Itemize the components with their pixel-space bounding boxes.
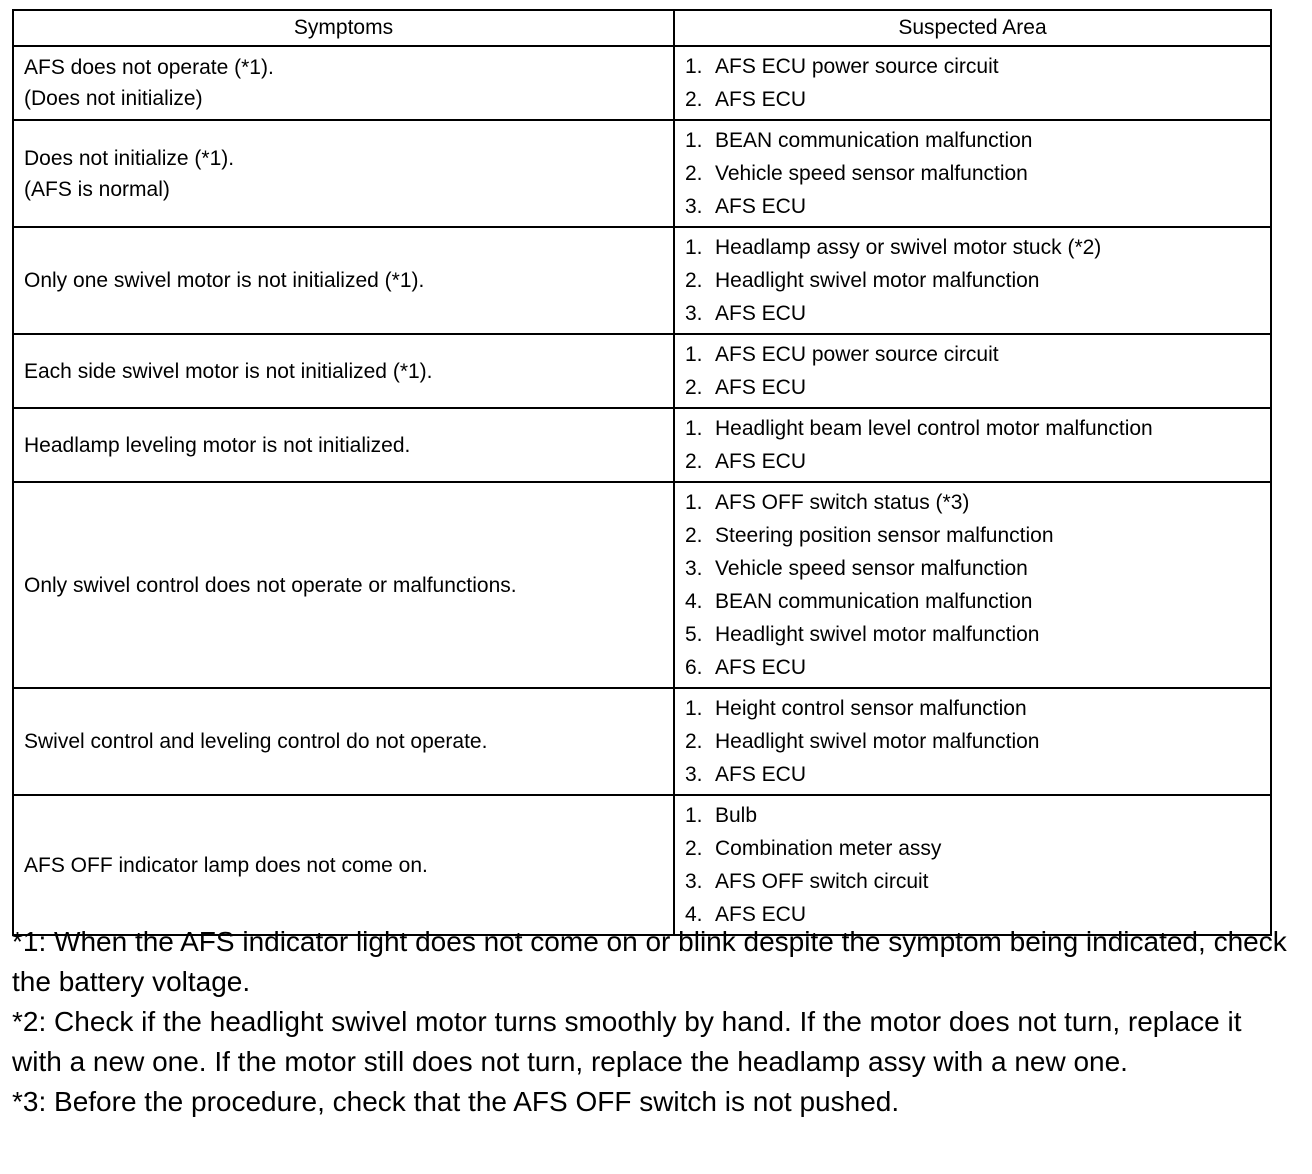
symptom-text: Swivel control and leveling control do not operate.	[24, 730, 488, 753]
list-item	[685, 799, 1270, 832]
list-item-number: 1.	[685, 804, 703, 827]
list-item-text: Headlight swivel motor malfunction	[715, 623, 1040, 646]
symptom-text: AFS does not operate (*1).	[24, 56, 274, 79]
footnotes	[12, 922, 1292, 1122]
suspected-area-cell	[674, 688, 1271, 795]
symptom-cell	[13, 408, 674, 482]
list-item-number: 4.	[685, 903, 703, 926]
list-item	[685, 371, 1270, 404]
suspected-area-list	[685, 692, 1270, 791]
symptom-text: Each side swivel motor is not initialized (*1).	[24, 359, 433, 383]
list-item-number: 2.	[685, 269, 703, 292]
table-row	[13, 334, 1271, 408]
symptom-text: Only one swivel motor is not initialized (*1).	[24, 269, 425, 292]
table-header-row	[13, 10, 1271, 46]
list-item	[685, 552, 1270, 585]
suspected-area-cell	[674, 482, 1271, 688]
list-item-number: 2.	[685, 837, 703, 860]
list-item	[685, 231, 1270, 264]
list-item	[685, 157, 1270, 190]
list-item-number: 2.	[685, 524, 703, 547]
list-item-number: 3.	[685, 763, 703, 786]
list-item	[685, 445, 1270, 478]
list-item	[685, 412, 1270, 445]
list-item-text: AFS ECU	[715, 195, 807, 218]
list-item-number: 2.	[685, 162, 703, 185]
header-symptoms: Symptoms	[13, 10, 674, 46]
list-item-text: Combination meter assy	[715, 837, 942, 860]
table-row	[13, 482, 1271, 688]
list-item-number: 1.	[685, 129, 703, 152]
list-item-text: BEAN communication malfunction	[715, 590, 1033, 613]
symptom-cell	[13, 482, 674, 688]
header-suspected-area: Suspected Area	[674, 10, 1271, 46]
list-item-text: AFS ECU	[715, 763, 807, 786]
symptom-text: Headlamp leveling motor is not initialized.	[24, 433, 411, 457]
list-item-text: AFS ECU	[715, 302, 807, 325]
list-item-number: 2.	[685, 730, 703, 753]
list-item-number: 3.	[685, 557, 703, 580]
symptom-cell	[13, 334, 674, 408]
list-item-text: AFS OFF switch circuit	[715, 870, 929, 893]
list-item	[685, 264, 1270, 297]
list-item	[685, 486, 1270, 519]
list-item-text: AFS ECU	[715, 903, 807, 926]
list-item	[685, 832, 1270, 865]
table-row	[13, 227, 1271, 334]
list-item-number: 5.	[685, 623, 703, 646]
suspected-area-cell	[674, 408, 1271, 482]
list-item-number: 1.	[685, 55, 703, 78]
list-item	[685, 83, 1270, 116]
list-item-number: 2.	[685, 88, 703, 111]
list-item-text: Headlight swivel motor malfunction	[715, 730, 1040, 753]
list-item-text: Vehicle speed sensor malfunction	[715, 162, 1028, 185]
list-item-text: BEAN communication malfunction	[715, 129, 1033, 152]
list-item	[685, 725, 1270, 758]
list-item-text: AFS ECU power source circuit	[715, 343, 999, 366]
list-item	[685, 519, 1270, 552]
list-item-text: AFS ECU	[715, 376, 807, 399]
suspected-area-list	[685, 231, 1270, 330]
list-item-number: 1.	[685, 343, 703, 366]
symptom-cell	[13, 688, 674, 795]
symptom-text: AFS OFF indicator lamp does not come on.	[24, 853, 428, 877]
list-item	[685, 297, 1270, 330]
list-item-number: 1.	[685, 417, 703, 440]
list-item-text: Steering position sensor malfunction	[715, 524, 1054, 547]
list-item-text: Headlight beam level control motor malfunction	[715, 417, 1153, 440]
list-item-text: Headlamp assy or swivel motor stuck (*2)	[715, 236, 1102, 259]
list-item-text: AFS ECU	[715, 656, 807, 679]
symptom-text: Does not initialize (*1).	[24, 146, 235, 170]
list-item	[685, 338, 1270, 371]
list-item	[685, 124, 1270, 157]
table-row	[13, 46, 1271, 120]
list-item	[685, 865, 1270, 898]
list-item-text: Vehicle speed sensor malfunction	[715, 557, 1028, 580]
list-item-text: AFS ECU	[715, 450, 807, 473]
suspected-area-list	[685, 50, 1270, 116]
list-item	[685, 190, 1270, 223]
list-item	[685, 692, 1270, 725]
table-row	[13, 120, 1271, 227]
suspected-area-cell	[674, 227, 1271, 334]
symptom-text: (AFS is normal)	[24, 177, 170, 201]
symptom-text: (Does not initialize)	[24, 87, 203, 110]
list-item	[685, 618, 1270, 651]
symptom-text: Only swivel control does not operate or malfunctions.	[24, 573, 517, 597]
list-item-number: 3.	[685, 195, 703, 218]
footnote-2: *2: Check if the headlight swivel motor turns smoothly by hand. If the motor does not turn, replace it with a new one. If the motor still does not turn, replace the headlamp assy with a new one.	[12, 1006, 1242, 1077]
suspected-area-cell	[674, 795, 1271, 935]
list-item	[685, 50, 1270, 83]
symptom-cell	[13, 120, 674, 227]
list-item-number: 6.	[685, 656, 703, 679]
table-body	[13, 46, 1271, 935]
list-item-number: 1.	[685, 697, 703, 720]
list-item-text: Headlight swivel motor malfunction	[715, 269, 1040, 292]
list-item-text: AFS ECU power source circuit	[715, 55, 999, 78]
footnote-1: *1: When the AFS indicator light does not come on or blink despite the symptom being indicated, check the battery voltage.	[12, 926, 1287, 997]
symptom-cell	[13, 227, 674, 334]
symptom-cell	[13, 46, 674, 120]
symptom-cell	[13, 795, 674, 935]
list-item	[685, 758, 1270, 791]
list-item-number: 4.	[685, 590, 703, 613]
table-row	[13, 688, 1271, 795]
suspected-area-list	[685, 412, 1270, 478]
symptom-table	[12, 9, 1272, 936]
suspected-area-cell	[674, 46, 1271, 120]
list-item-number: 3.	[685, 870, 703, 893]
table-row	[13, 408, 1271, 482]
list-item-text: Height control sensor malfunction	[715, 697, 1027, 720]
list-item-text: Bulb	[715, 804, 758, 827]
list-item-text: AFS OFF switch status (*3)	[715, 491, 970, 514]
list-item-number: 2.	[685, 450, 703, 473]
list-item-number: 1.	[685, 236, 703, 259]
suspected-area-cell	[674, 334, 1271, 408]
list-item	[685, 651, 1270, 684]
list-item-text: AFS ECU	[715, 88, 807, 111]
list-item-number: 3.	[685, 302, 703, 325]
list-item-number: 1.	[685, 491, 703, 514]
list-item	[685, 585, 1270, 618]
suspected-area-list	[685, 486, 1270, 684]
suspected-area-list	[685, 124, 1270, 223]
suspected-area-cell	[674, 120, 1271, 227]
list-item-number: 2.	[685, 376, 703, 399]
footnote-3: *3: Before the procedure, check that the AFS OFF switch is not pushed.	[12, 1086, 900, 1117]
suspected-area-list	[685, 799, 1270, 931]
table-row	[13, 795, 1271, 935]
suspected-area-list	[685, 338, 1270, 404]
